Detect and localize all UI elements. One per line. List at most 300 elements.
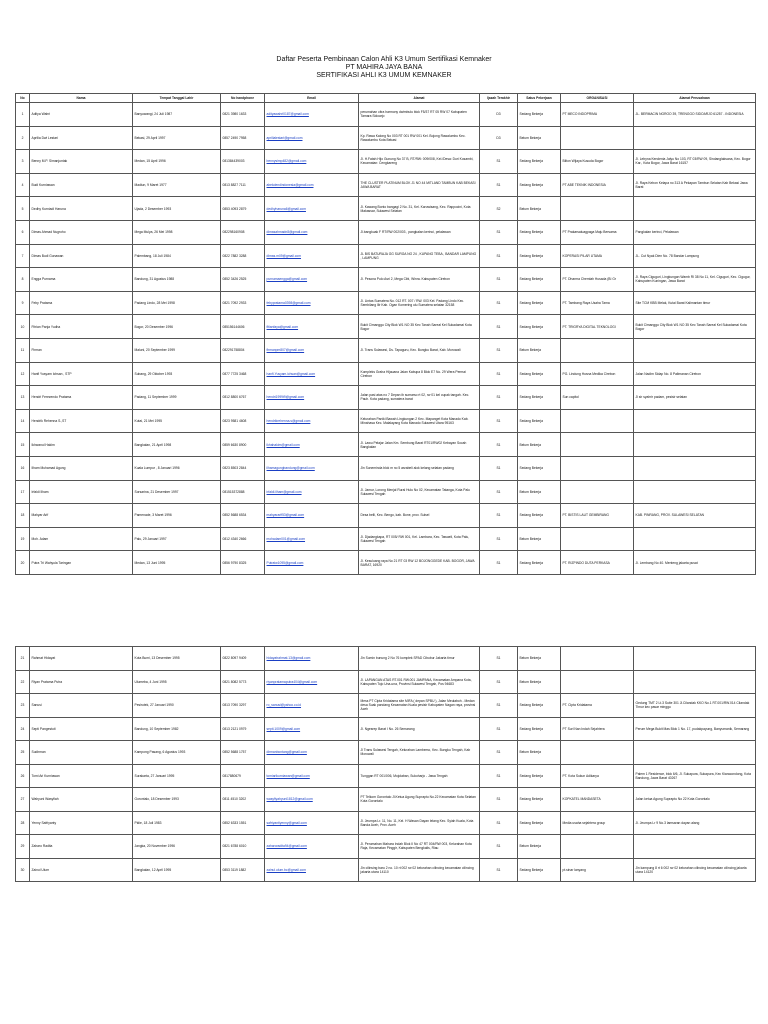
cell-alamat: Jl. Lintas Sumatera No. 012 RT. 007 / RW. 003 Kel. Padang Lindo Kec. Sembilang Ilir Kab. Ogan Komering ulu Sumatera selatan 32158 [359, 291, 480, 315]
cell-status: Sedang Bekerja [518, 291, 561, 315]
cell-alamat-perusahaan [634, 835, 756, 859]
cell-no: 9 [16, 291, 30, 315]
cell-status: Sedang Bekerja [518, 694, 561, 718]
cell-ijazah: S1 [480, 291, 518, 315]
cell-alamat: Jl. Pesona Pulo Asri 2, Mega Cibi, Winra. Kabupaten Cirebon [359, 268, 480, 292]
email-link[interactable]: ikhahakim@gmail.com [266, 442, 300, 447]
cell-alamat-perusahaan: Jl. Raya Kebon Kelapa no 313 A Pekapan Tambun Selatan Kab Bekasi Jawa Barat [634, 173, 756, 197]
cell-ijazah: S1 [480, 386, 518, 410]
cell-alamat: Kompleks Graha Hijauana Jalan Kabupa 8 Blok E7 No. 29 Wera Permai Cirebon [359, 362, 480, 386]
table-row [16, 315, 756, 339]
cell-ijazah: S1 [480, 362, 518, 386]
cell-status: Sedang Bekerja [518, 409, 561, 433]
cell-ttl: Kutai, 21 Mei 1995 [133, 409, 221, 433]
cell-no: 5 [16, 197, 30, 221]
cell-nama: Hendrik Rehenna S.,ST [30, 409, 133, 433]
cell-hp: 0821 3980 1633 [221, 103, 265, 127]
cell-alamat: Mess PT Cipta Kridatama site MIFA ( depan SPBU ), Jalan Meulaboh - Medan desa Suak pandang Kecamatan Kuala pesisir Kabupaten Nagan raya, provinsi Aceh [359, 694, 480, 718]
table-row [16, 647, 756, 671]
cell-no: 28 [16, 811, 30, 835]
cell-hp: 0812 8800 6767 [221, 386, 265, 410]
email-link[interactable]: aprilialestari@gmail.com [266, 135, 303, 140]
cell-status: Sedang Bekerja [518, 551, 561, 575]
cell-ttl: Jangka, 20 November 1996 [133, 835, 221, 859]
cell-email [265, 126, 359, 150]
cell-email [265, 338, 359, 362]
email-link[interactable]: tomiarikurniawan@gmail.com [266, 773, 310, 778]
table-row [16, 103, 756, 127]
cell-no: 29 [16, 835, 30, 859]
cell-alamat-perusahaan [634, 433, 756, 457]
cell-hp: 0852 3426 2525 [221, 268, 265, 292]
cell-organisasi: PT. RIZPINDO DUTA PERKASA [561, 551, 634, 575]
email-link[interactable]: hanfi.Yusyam.ichsan@gmail.com [266, 371, 316, 376]
cell-alamat: Jl. LAPANGAN ATAS RT.001 RW.001 JAMPANA, Kecamatan Ampana Kota, Kabupaten Tojo Una-una, Provinsi Sulawesi Tengah, Pos 94683 [359, 670, 480, 694]
cell-ijazah: S1 [480, 670, 518, 694]
table-header-row [16, 94, 756, 103]
cell-no: 11 [16, 338, 30, 362]
cell-hp: 0817880679 [221, 764, 265, 788]
table-row [16, 670, 756, 694]
email-link[interactable]: dedhyharuna6@gmail.com [266, 206, 306, 211]
cell-email [265, 291, 359, 315]
email-link[interactable]: dimasahmadn8@gmail.com [266, 230, 308, 235]
cell-email [265, 197, 359, 221]
cell-ttl: Ujada, 2 Desember 1993 [133, 197, 221, 221]
cell-ijazah: S1 [480, 741, 518, 765]
cell-status: Belum Bekerja [518, 126, 561, 150]
cell-ijazah: S1 [480, 244, 518, 268]
cell-ttl: Palembang, 18 Juli 1984 [133, 244, 221, 268]
cell-hp: 0852 6333 1551 [221, 811, 265, 835]
cell-alamat-perusahaan: Bukit Cimanggu City Blok W1 NO 35 Kec Tanah Sareal Kel Sukadamai Kota Bogor [634, 315, 756, 339]
cell-ijazah: S1 [480, 268, 518, 292]
cell-hp: 081384439003 [221, 150, 265, 174]
table-row [16, 764, 756, 788]
email-link[interactable]: adityawahri0187@gmail.com [266, 112, 309, 117]
cell-status: Belum Bekerja [518, 338, 561, 362]
cell-ttl: Madiun, 9 Maret 1977 [133, 173, 221, 197]
table-row [16, 197, 756, 221]
cell-organisasi [561, 480, 634, 504]
table-row [16, 433, 756, 457]
cell-no: 1 [16, 103, 30, 127]
cell-hp: 0852 5688 1757 [221, 741, 265, 765]
cell-no: 8 [16, 268, 30, 292]
cell-alamat: perumahan citra harmony dwimbulu blok F5/37 RT 05 RW 07 Kabupaten Tamara Sidoarjo [359, 103, 480, 127]
cell-nama: Riyan Pratama Putra [30, 670, 133, 694]
cell-nama: Putra Tri Wahyula Taringan [30, 551, 133, 575]
cell-hp: 0857 2490 7958 [221, 126, 265, 150]
cell-status: Sedang Bekerja [518, 220, 561, 244]
cell-nama: Benny M.P. Simanjuntak [30, 150, 133, 174]
table-row [16, 362, 756, 386]
cell-ijazah: S2 [480, 197, 518, 221]
cell-status: Sedang Bekerja [518, 858, 561, 882]
cell-alamat-perusahaan: KAB. PINRANG, PROV. SULAWESI SELATAN [634, 504, 756, 528]
table-row [16, 835, 756, 859]
cell-organisasi: PT. Cipta Kridatama [561, 694, 634, 718]
cell-alamat-perusahaan [634, 409, 756, 433]
header-status: Satus Pekerjaan [518, 94, 561, 103]
cell-hp: 0852 5688 6534 [221, 504, 265, 528]
cell-ijazah: S1 [480, 788, 518, 812]
cell-no: 19 [16, 527, 30, 551]
table-row [16, 456, 756, 480]
cell-nama: Irfaldi Ilham [30, 480, 133, 504]
cell-status: Sedang Bekerja [518, 103, 561, 127]
cell-email [265, 670, 359, 694]
cell-alamat: Jl. Ngesrep Barat I No. 26 Semarang [359, 717, 480, 741]
cell-organisasi: pt.sinar lanyang [561, 858, 634, 882]
email-link[interactable]: firmanpm807@gmail.com [266, 348, 305, 353]
header-alamat: Alamat [359, 94, 480, 103]
table-row [16, 811, 756, 835]
cell-organisasi: PT Surl Nan Indah Sejahtera [561, 717, 634, 741]
cell-organisasi: PT ABE TEKNIK INDONESIA [561, 173, 634, 197]
cell-status: Belum Bekerja [518, 835, 561, 859]
table-row [16, 527, 756, 551]
cell-ttl: Gorontalo, 18 Desember 1993 [133, 788, 221, 812]
table-row [16, 504, 756, 528]
table-row [16, 741, 756, 765]
cell-alamat-perusahaan: Jln kampung 8 rt 6 002 rw 02 kelurahan cilincing kecamatan cilincing jakarta utara 14120 [634, 858, 756, 882]
cell-alamat-perusahaan: JL. BERMACIN NGROO 39, TRENGGO SIDOARJO 61257 - INDONESIA [634, 103, 756, 127]
cell-organisasi [561, 835, 634, 859]
cell-hp: 0821 7092 2933 [221, 291, 265, 315]
cell-organisasi: Sun capitol [561, 386, 634, 410]
cell-nama: Hendri Ferezendo Pratama [30, 386, 133, 410]
cell-email [265, 764, 359, 788]
title-line-2: PT MAHIRA JAYA BANA [345, 64, 423, 71]
header-no: No [16, 94, 30, 103]
cell-hp: 0822 8097 9409 [221, 647, 265, 671]
cell-alamat: Jl. Perumahan Mahara Indah Blok II No 47 RT 004/RW 003, Kelurahan Kota Raja, Kecamatan Pinggir, Kabupaten Bengkalis, Riau [359, 835, 480, 859]
cell-hp: 0853 4093 2879 [221, 197, 265, 221]
cell-alamat-perusahaan: Jl. Lembang No 40. Menteng jakarta pusat [634, 551, 756, 575]
cell-ttl: Subang, 29 Oktober 1993 [133, 362, 221, 386]
cell-no: 21 [16, 647, 30, 671]
cell-alamat-perusahaan: Jalan ketua Agung Supraptu No 22 Kota Gorontalo [634, 788, 756, 812]
email-link[interactable]: dirmanbontang@gmail.com [266, 750, 307, 755]
email-link[interactable]: hendrikrehenna.s@gmail.com [266, 419, 311, 424]
email-link[interactable]: fitianfaya@gmail.com [266, 324, 299, 329]
email-link[interactable]: zaharoradita94@gmail.com [266, 844, 307, 849]
cell-hp: 0823 8503 2844 [221, 456, 265, 480]
cell-alamat-perusahaan: Jl. Raya Ciguguri, Lingkungan Wamb RI 38 No 11, Kel. Ciguguri, Kec. Cigugur, Kabupaten Kuningan, Jawa Barat [634, 268, 756, 292]
cell-alamat: Jln Sumin bunung 2 No 76 komplek SPAD Cibubur Jakarta timur [359, 647, 480, 671]
cell-email [265, 409, 359, 433]
cell-alamat: Jln Suneminda blok m no 5 asrabeli alok kelang selatan padang [359, 456, 480, 480]
cell-hp: 085156144606 [221, 315, 265, 339]
table-row [16, 173, 756, 197]
cell-nama: Budi Kurniawan [30, 173, 133, 197]
cell-organisasi: KOPERASI PILAR UTAMA [561, 244, 634, 268]
email-link[interactable]: irfaldi.ilham@gmail.com [266, 489, 302, 494]
cell-ijazah: S1 [480, 150, 518, 174]
header-ijazah: Ijazah Terakhir [480, 94, 518, 103]
cell-status: Sedang Bekerja [518, 315, 561, 339]
cell-ijazah: S1 [480, 456, 518, 480]
cell-alamat-perusahaan: Site TCM KBB Melak, Kutai Barat Kalimantan timur [634, 291, 756, 315]
cell-hp: 0821 6788 6010 [221, 835, 265, 859]
cell-alamat: Bukit Cimanggu City Blok W1 NO 35 Kec Tanah Sareal Kel Sukadamai Kota Bogor [359, 315, 480, 339]
cell-nama: Hanfi Yusyam Ichsan , STP [30, 362, 133, 386]
cell-organisasi [561, 456, 634, 480]
cell-ttl: Pesirutek, 27 Januari 1990 [133, 694, 221, 718]
cell-ijazah: S1 [480, 764, 518, 788]
cell-alamat: Jl. Djadangkapa, RT 005/ RW 001, Kel. Lambara, Kec. Tawaeli, Kota Palu, Sulawesi Tengah [359, 527, 480, 551]
cell-email [265, 173, 359, 197]
cell-nama: Fitrian Panja Yudha [30, 315, 133, 339]
cell-ttl: Palu, 29 Januari 1997 [133, 527, 221, 551]
cell-hp: 0877 7725 3468 [221, 362, 265, 386]
cell-alamat-perusahaan [634, 670, 756, 694]
cell-nama: Dedhy Kurniadi Haruna [30, 197, 133, 221]
email-link[interactable]: dimas.m09@gmail.com [266, 253, 301, 258]
cell-alamat-perusahaan: Jl sir syahrir padam, pesisir selatan [634, 386, 756, 410]
cell-email [265, 551, 359, 575]
cell-ttl: Kampong Pasang, 6 Agustus 1993 [133, 741, 221, 765]
cell-status: Belum Bekerja [518, 480, 561, 504]
cell-organisasi: KOPKATEL MANDASETA [561, 788, 634, 812]
cell-status: Sedang Bekerja [518, 764, 561, 788]
table-row [16, 788, 756, 812]
cell-status: Sedang Bekerja [518, 504, 561, 528]
cell-email [265, 480, 359, 504]
email-link[interactable]: ro_sanusi@yahoo.co.id [266, 703, 302, 708]
cell-email [265, 456, 359, 480]
cell-nama: Aditya Wahri [30, 103, 133, 127]
cell-organisasi: Media usaha sejahtera group [561, 811, 634, 835]
cell-hp: 0823 9581 4608 [221, 409, 265, 433]
cell-no: 16 [16, 456, 30, 480]
cell-ttl: Kota Bumi, 13 Desember 1995 [133, 647, 221, 671]
participants-table-page-1 [15, 93, 756, 575]
table-row [16, 268, 756, 292]
cell-email [265, 858, 359, 882]
cell-ttl: Sorsarina, 21 Desember 1997 [133, 480, 221, 504]
cell-alamat-perusahaan [634, 338, 756, 362]
cell-email [265, 362, 359, 386]
cell-ttl: Padang Lindo, 28 Mei 1998 [133, 291, 221, 315]
cell-no: 25 [16, 741, 30, 765]
cell-hp: 0812 4340 2666 [221, 527, 265, 551]
cell-no: 27 [16, 788, 30, 812]
participants-table-page-2 [15, 646, 756, 882]
cell-no: 22 [16, 670, 30, 694]
cell-nama: Yenny Safriyanty [30, 811, 133, 835]
cell-alamat: Tunggan RT 001/006, Mojolaban, Sukoharjo - Jawa Tengah [359, 764, 480, 788]
cell-no: 13 [16, 386, 30, 410]
cell-hp: 082298160908 [221, 220, 265, 244]
cell-ttl: Padang, 11 September 1999 [133, 386, 221, 410]
cell-nama: Septi Pangestuti [30, 717, 133, 741]
cell-alamat: Jl. Kesuluang raya No 21 RT 03 RW 12 BOJONGGEDE KAB. BOGOR, JAWA BARAT, 16920 [359, 551, 480, 575]
cell-email [265, 386, 359, 410]
cell-nama: Engga Purnama [30, 268, 133, 292]
table-row [16, 220, 756, 244]
document-title [0, 56, 768, 80]
cell-alamat-perusahaan [634, 741, 756, 765]
cell-alamat-perusahaan: Jl. Jeumpa Lr 9 No.3 lamsaran dayan alang [634, 811, 756, 835]
cell-ijazah: D3 [480, 126, 518, 150]
cell-status: Belum Bekerja [518, 670, 561, 694]
cell-alamat: Jl. Lawu Pelajar Jalan Km. Sembung Barat RT01/RW02 Kebayan Socah Bangkalan [359, 433, 480, 457]
cell-email [265, 504, 359, 528]
cell-organisasi [561, 126, 634, 150]
cell-hp: 0822 7882 3288 [221, 244, 265, 268]
cell-ijazah: S1 [480, 835, 518, 859]
cell-status: Sedang Bekerja [518, 244, 561, 268]
cell-email [265, 835, 359, 859]
cell-nama: Mahyar Arif [30, 504, 133, 528]
cell-ijazah: D3 [480, 103, 518, 127]
cell-hp: 0859 6630 8900 [221, 433, 265, 457]
header-hp: No handphone [221, 94, 265, 103]
cell-ttl: Pamenade, 3 Maret 1996 [133, 504, 221, 528]
cell-ijazah: S1 [480, 858, 518, 882]
cell-alamat: PT Telkom Gorontalo Jl.Ketua Agung Supraptu No.22 Kecamatan Kota Selatan Kota Gorontalo [359, 788, 480, 812]
cell-nama: Ikhwanul Hakim [30, 433, 133, 457]
cell-no: 24 [16, 717, 30, 741]
cell-alamat-perusahaan [634, 126, 756, 150]
cell-no: 10 [16, 315, 30, 339]
cell-alamat-perusahaan: Jl. Lebyna Kendenia Jalyu No 103, RT 03/RW 09, Sindanglaksana, Kec. Bogor Kar., Kota Bogor, Jawa Barat 16157 [634, 150, 756, 174]
table-row [16, 126, 756, 150]
email-link[interactable]: abekdendindonesia@gmail.com [266, 183, 314, 188]
email-link[interactable]: bennysimp482@gmail.com [266, 159, 307, 164]
cell-alamat: Jl. Trans Sulawesi, Ds. Tapaguru, Kec. Bungku Barat, Kab. Morowali [359, 338, 480, 362]
cell-alamat: Jl. Jeumpa Lr. 11, No. 11, Kel. H Wasan Dayan lelang Kec. Syiah Kuala, Kota Banda Aceh, Prov. Aceh [359, 811, 480, 835]
cell-no: 23 [16, 694, 30, 718]
email-link[interactable]: riyanpratamaputra404@gmail.com [266, 679, 318, 684]
cell-ttl: Bandung, 31 Agustus 1988 [133, 268, 221, 292]
cell-status: Sedang Bekerja [518, 717, 561, 741]
cell-email [265, 315, 359, 339]
header-nama: Nama [30, 94, 133, 103]
cell-no: 14 [16, 409, 30, 433]
cell-ijazah: S1 [480, 480, 518, 504]
cell-ijazah: S1 [480, 717, 518, 741]
cell-status: Sedang Bekerja [518, 456, 561, 480]
email-link[interactable]: safriyantiyenny@gmail.com [266, 820, 307, 825]
cell-alamat-perusahaan [634, 480, 756, 504]
cell-alamat: Jl. Jamur, Lorong Menjal Rural Hulu No 02, Kecamatan Tatanga, Kota Palu Sulawesi Tengah [359, 480, 480, 504]
cell-organisasi [561, 670, 634, 694]
cell-nama: Sanusi [30, 694, 133, 718]
cell-organisasi: PT. Kota Sukun Adikarya [561, 764, 634, 788]
cell-alamat-perusahaan: Gedung TMT 2 Lt.3 Suite 301 Jl.Cilandak KKO No.1 RT.001/RW.014 Cilandak Timur kec pasar minggu [634, 694, 756, 718]
table-row [16, 694, 756, 718]
cell-organisasi: PT. Tambang Raya Usaha Tama [561, 291, 634, 315]
cell-nama: Moh. Adam [30, 527, 133, 551]
email-link[interactable]: wasyfiyahyuni1812@gmail.com [266, 797, 313, 802]
cell-no: 2 [16, 126, 30, 150]
cell-status: Belum Bekerja [518, 197, 561, 221]
cell-organisasi [561, 647, 634, 671]
cell-email [265, 220, 359, 244]
cell-status: Belum Bekerja [518, 647, 561, 671]
cell-alamat-perusahaan: Pangkalan kerinci, Pelalawan [634, 220, 756, 244]
cell-status: Belum Bekerja [518, 433, 561, 457]
title-line-1: Daftar Peserta Pembinaan Calon Ahli K3 Umum Sertifikasi Kemnaker [276, 56, 492, 63]
cell-nama: Firman [30, 338, 133, 362]
email-link[interactable]: purnamaengga@gmail.com [266, 277, 308, 282]
cell-alamat: JL BIS BATURAJA GG SURGA NO 24 , KUPANG TEBA , BANDAR LAMPUNG , LAMPUNG [359, 244, 480, 268]
cell-organisasi: PG. Lindung Husna Medika Cirebon [561, 362, 634, 386]
cell-alamat-perusahaan [634, 527, 756, 551]
cell-email [265, 741, 359, 765]
header-ttl: Tempat Tanggal Lahir [133, 94, 221, 103]
cell-ttl: Banyuwangi, 24 Juli 1987 [133, 103, 221, 127]
cell-ijazah: S1 [480, 338, 518, 362]
cell-status: Belum Bekerja [518, 527, 561, 551]
cell-alamat: Jln cilinsing baru 2 no. 10 rt 002 rw 02 kelurahan cilincing kecamatan cilincing jakarta utara 14110 [359, 858, 480, 882]
cell-alamat: Jl.bangkuak F RT/RW 002/003 , pangkalan kerinci, pelalawan [359, 220, 480, 244]
cell-organisasi: PT MECO INDOPRIMA [561, 103, 634, 127]
cell-hp: 0853 3119 1882 [221, 858, 265, 882]
table-row [16, 858, 756, 882]
cell-no: 20 [16, 551, 30, 575]
cell-ijazah: S1 [480, 694, 518, 718]
email-link[interactable]: mohadam001@gmail.com [266, 536, 306, 541]
cell-organisasi: PT Prakarsaluagpaga Maju Bersama [561, 220, 634, 244]
cell-ttl: Surakarta, 27 Januari 1995 [133, 764, 221, 788]
cell-no: 17 [16, 480, 30, 504]
table-row [16, 480, 756, 504]
cell-no: 4 [16, 173, 30, 197]
cell-status: Sedang Bekerja [518, 150, 561, 174]
cell-email [265, 527, 359, 551]
email-link[interactable]: septi.1009@gmail.com [266, 726, 301, 731]
email-link[interactable]: Putratw1095@gmail.com [266, 560, 304, 565]
email-link[interactable]: ilhamagungbandung@gmail.com [266, 466, 315, 471]
cell-ttl: Medan, 13 Juni 1995 [133, 551, 221, 575]
cell-no: 18 [16, 504, 30, 528]
cell-ijazah: S1 [480, 504, 518, 528]
email-link[interactable]: febypratama0398@gmail.com [266, 301, 311, 306]
cell-ttl: Maluni, 20 September 1999 [133, 338, 221, 362]
cell-status: Sedang Bekerja [518, 788, 561, 812]
cell-nama: Feby Pratama [30, 291, 133, 315]
header-organisasi: ORGANISASI [561, 94, 634, 103]
email-link[interactable]: zainul.ulum.bc@gmail.com [266, 867, 306, 872]
email-link[interactable]: hidayatrahmat.13@gmail.com [266, 656, 311, 661]
cell-alamat: Desa belli, Kec. Bengo, kab. Bone, prov. Sulsel [359, 504, 480, 528]
cell-ttl: Bekasi, 29 April 1997 [133, 126, 221, 150]
email-link[interactable]: mahyararif53@gmail.com [266, 513, 305, 518]
cell-alamat: THE CLUSTER PLATINUM BLOK J1 NO 44 MITLAND TAMBUN KAB BEKASI JAWA BARAT [359, 173, 480, 197]
cell-alamat: Jl. H.Fatah Hijo Gunung No 37 B, RT/RW: 009/008, Kel./Desa: Duri Kosambi, Kecamatan: Cengkareng [359, 150, 480, 174]
cell-ijazah: S1 [480, 433, 518, 457]
cell-ttl: Medan, 15 April 1996 [133, 150, 221, 174]
cell-status: Sedang Bekerja [518, 173, 561, 197]
cell-email [265, 268, 359, 292]
cell-alamat-perusahaan: Jalan Nadim Sidap No. 8 Palimanan Cirebon [634, 362, 756, 386]
cell-no: 12 [16, 362, 30, 386]
cell-hp: 0811 4510 3202 [221, 788, 265, 812]
cell-alamat: Jalan pasi atas no 7 Depan ib sumarso rt 02, rw 01 kel cupak tangah. Kec. Pauh. Kota padang, sumatera barat [359, 386, 480, 410]
table-row [16, 338, 756, 362]
cell-ijazah: S1 [480, 811, 518, 835]
cell-email [265, 811, 359, 835]
cell-organisasi [561, 197, 634, 221]
cell-hp: 0821 8082 5773 [221, 670, 265, 694]
cell-alamat-perusahaan: Palem 1 Residence, blok 6/6, Jl. Sukapura, Sukapura, Kec Kiaracondong, Kota Bandung, Jawa Barat 40267 [634, 764, 756, 788]
email-link[interactable]: hendri1999t9@gmail.com [266, 395, 305, 400]
cell-alamat-perusahaan: Perum Mega Bukit Mas Blok 1 No. 17, pudakpayung, Banyumanik, Semarang [634, 717, 756, 741]
